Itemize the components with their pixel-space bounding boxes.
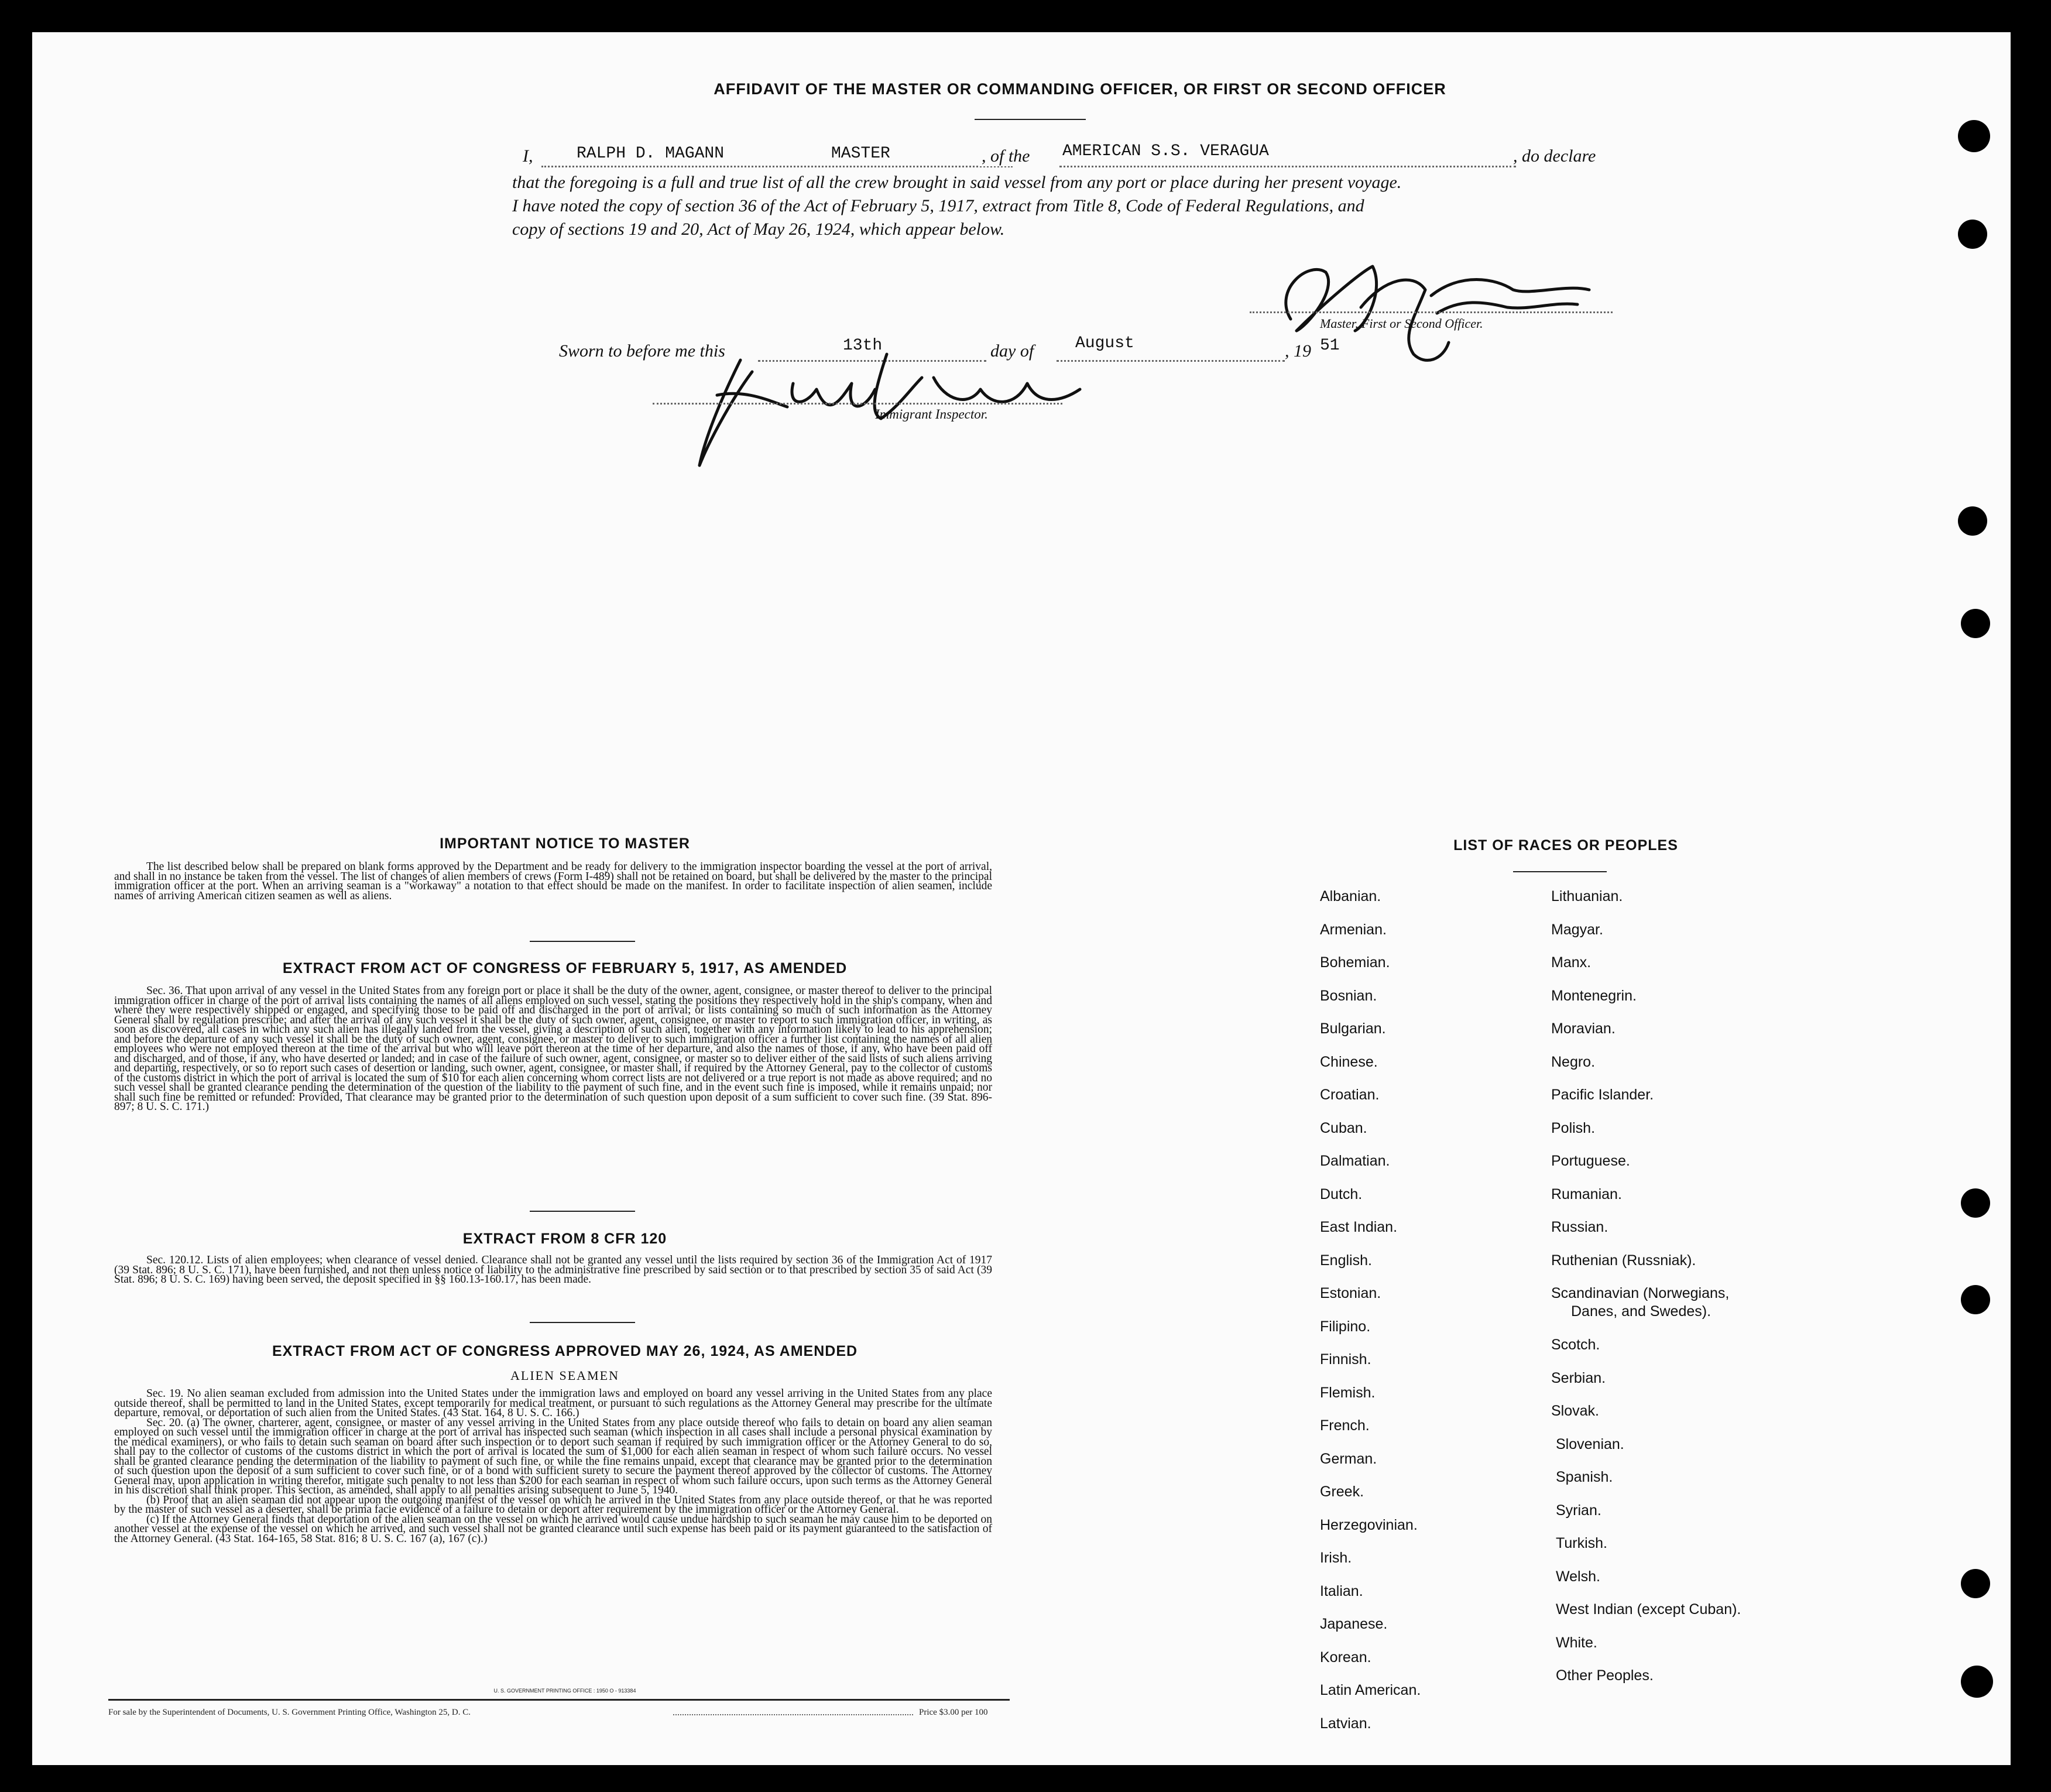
punch-hole [1961,609,1990,638]
vessel-line [1059,166,1516,167]
sworn-day: 13th [843,337,883,355]
punch-hole [1961,1285,1990,1314]
race-item: Ruthenian (Russniak). [1551,1252,1696,1269]
race-item: Russian. [1551,1219,1608,1235]
race-item: Italian. [1320,1582,1363,1599]
race-item: Flemish. [1320,1384,1376,1401]
race-item: Chinese. [1320,1053,1378,1070]
divider [530,941,635,942]
race-item: Manx. [1551,954,1592,971]
race-item: Syrian. [1556,1502,1601,1519]
race-item: Welsh. [1556,1568,1600,1585]
declarant-prefix: I, [523,146,533,166]
race-item: French. [1320,1417,1370,1434]
sec-20a: Sec. 20. (a) The owner, charterer, agent, consignee, or master of any vessel arriving in the United States from any place outside thereof who fails to detain on board any alien seaman employed on such vessel until the immigration officer in charge at the port of arrival has inspected such seaman (which inspection in all cases shall include a personal physical examination by the medical examiners), or who fails to detain such seaman on board after such inspection or to deport such seaman if required by such immigration officer or the Attorney General to do so, shall pay to the collector of customs of the customs district in which the port of arrival is located the sum of $1,000 for each alien seaman in respect of whom such failure occurs. No vessel shall be granted clearance pending the determination of the liability to payment of such fine, or while the fine remains unpaid, except that clearance may be granted prior to the determination of such question upon the deposit of a sum sufficient to cover such fine, or of a bond with sufficient surety to secure the payment thereof approved by the collector of customs. The Attorney General may, upon application in writing therefor, mitigate such penalty to not less than $200 for each seaman in respect of whom such failure occurs, upon such terms as the Attorney General in his discretion shall think proper. This section, as amended, shall apply to all penalties arising subsequent to June 5, 1940. [114,1416,992,1496]
sec-19: Sec. 19. No alien seaman excluded from admission into the United States under the immigration laws and employed on board any vessel arriving in the United States from any place outside thereof, shall be permitted to land in the United States, except temporarily for medical treatment, or pursuant to such regulations as the Attorney General may prescribe for the ultimate departure, removal, or deportation of such alien from the United States. (43 Stat. 164, 8 U. S. C. 166.) [114,1387,992,1419]
sale-note: For sale by the Superintendent of Documents, U. S. Government Printing Office, Washington 25, D. C. [108,1708,471,1717]
sworn-year: 51 [1320,337,1340,355]
inspector-signature [653,319,1097,483]
affidavit-line-2: that the foregoing is a full and true list of all the crew brought in said vessel from any port or place during her present voyage. [512,173,1402,192]
race-item: Japanese. [1320,1616,1388,1632]
race-item: Turkish. [1556,1535,1607,1551]
punch-hole [1958,120,1990,152]
race-item: Magyar. [1551,921,1603,938]
sworn-month: August [1075,334,1134,352]
inspector-signature-line [653,403,1062,405]
race-item: Bulgarian. [1320,1020,1386,1037]
year-prefix: , 19 [1285,341,1311,361]
master-name: RALPH D. MAGANN [577,145,725,163]
extract-cfr-title: EXTRACT FROM 8 CFR 120 [462,1231,667,1247]
extract-1924-title: EXTRACT FROM ACT OF CONGRESS APPROVED MAY 26, 1924, AS AMENDED [272,1343,858,1359]
sec-20c: (c) If the Attorney General finds that deportation of the alien seaman on the vessel on which he arrived would cause undue hardship to such seaman he may cause him to be deported on another vessel at the expense of the vessel on which he arrived, and such vessel shall not be granted clearance until such expense has been paid or its payment guaranteed to the satisfaction of the Attorney General. (43 Stat. 164-165, 58 Stat. 816; 8 U. S. C. 167 (a), 167 (c).) [114,1513,992,1545]
race-item: German. [1320,1450,1377,1467]
race-item: Albanian. [1320,888,1381,904]
punch-hole [1958,506,1987,536]
races-divider [1513,871,1607,872]
race-item: Armenian. [1320,921,1387,938]
divider [530,1211,635,1212]
race-item: Serbian. [1551,1369,1606,1386]
race-item: Spanish. [1556,1469,1613,1485]
race-item: Polish. [1551,1119,1596,1136]
race-item: White. [1556,1634,1597,1651]
race-item: Portuguese. [1551,1153,1630,1169]
race-item: Latin American. [1320,1682,1421,1698]
inspector-caption: Immigrant Inspector. [875,407,988,422]
race-item: Latvian. [1320,1715,1371,1732]
master-signature-line [1250,311,1613,313]
race-item: Greek. [1320,1483,1364,1500]
race-item: Dalmatian. [1320,1153,1390,1169]
sec-20b: (b) Proof that an alien seaman did not appear upon the outgoing manifest of the vessel on which he arrived in the United States from any place outside thereof, or that he was reported by the master of such vessel as a deserter, shall be prima facie evidence of a failure to detain or deport after requirement by the immigration officer or the Attorney General. [114,1493,992,1516]
notice-body: The list described below shall be prepared on blank forms approved by the Department and be ready for delivery to the immigration inspector boarding the vessel at the port of arrival, and shall in no instance be taken from the vessel. The list of changes of alien members of crews (Form I-489) shall not be retained on board, but shall be delivered by the master to the principal immigration officer at the port. When an arriving seaman is a "workaway" a notation to that effect should be made on the manifest. In order to facilitate inspection of alien seamen, include names of arriving American citizen seamen as well as aliens. [114,861,992,902]
race-item: Finnish. [1320,1351,1371,1368]
race-item: Korean. [1320,1649,1371,1666]
sworn-label: Sworn to before me this [559,341,725,361]
race-item: Herzegovinian. [1320,1516,1418,1533]
race-item: Scotch. [1551,1337,1600,1353]
races-list-left [1320,888,1421,1748]
race-item: East Indian. [1320,1219,1398,1235]
extract-cfr-body: Sec. 120.12. Lists of alien employees; when clearance of vessel denied. Clearance shall not be granted any vessel until the lists required by section 36 of the Immigration Act of 1917 (39 Stat. 896; 8 U. S. C. 171), have been furnished, and not then unless notice of liability to the administrative fine prescribed by said section or to that prescribed by section 35 of said Act (39 Stat. 896; 8 U. S. C. 169) having been served, the deposit specified in §§ 160.13-160.17, has been made. [114,1254,992,1286]
races-list-right [1551,888,1741,1701]
race-item: Negro. [1551,1053,1596,1070]
gpo-imprint: U. S. GOVERNMENT PRINTING OFFICE : 1950 O - 913384 [493,1688,636,1694]
name-line [541,166,1013,167]
races-title: LIST OF RACES OR PEOPLES [1453,837,1678,854]
master-rank: MASTER [831,145,890,163]
divider [530,1322,635,1323]
race-item: Bosnian. [1320,987,1377,1004]
extract-1924-body [114,1389,992,1544]
race-item: Dutch. [1320,1185,1363,1202]
race-item: Moravian. [1551,1020,1616,1037]
day-of-label: day of [990,341,1034,361]
price-note: Price $3.00 per 100 [919,1708,988,1717]
master-caption: Master, First or Second Officer. [1320,316,1483,331]
race-item: Danes, and Swedes). [1571,1303,1712,1320]
race-item: West Indian (except Cuban). [1556,1601,1741,1618]
race-item: Croatian. [1320,1087,1380,1103]
footer-rule [108,1699,1010,1701]
race-item: Other Peoples. [1556,1667,1654,1684]
sale-leader [673,1714,913,1715]
race-item: Pacific Islander. [1551,1087,1654,1103]
race-item: Scandinavian (Norwegians, [1551,1285,1730,1301]
punch-hole [1961,1666,1993,1698]
race-item: Irish. [1320,1550,1352,1566]
punch-hole [1961,1569,1990,1598]
race-item: Rumanian. [1551,1185,1622,1202]
race-item: Filipino. [1320,1318,1371,1335]
race-item: Slovenian. [1556,1435,1624,1452]
vessel-name: AMERICAN S.S. VERAGUA [1062,142,1269,160]
race-item: Bohemian. [1320,954,1390,971]
punch-hole [1958,220,1987,249]
extract-1917-title: EXTRACT FROM ACT OF CONGRESS OF FEBRUARY 5, 1917, AS AMENDED [282,960,848,976]
alien-seamen-subtitle: ALIEN SEAMEN [510,1368,619,1383]
notice-title: IMPORTANT NOTICE TO MASTER [440,835,690,852]
punch-hole [1961,1188,1990,1218]
title-rule [975,119,1086,120]
affidavit-line-4: copy of sections 19 and 20, Act of May 26, 1924, which appear below. [512,220,1005,239]
race-item: Slovak. [1551,1403,1599,1419]
extract-1917-body: Sec. 36. That upon arrival of any vessel in the United States from any foreign port or place it shall be the duty of the owner, agent, consignee, or master thereof to deliver to the principal immigration officer in charge of the port of arrival lists containing the names of all aliens employed on such vessel, stating the positions they respectively hold in the ship's company, when and where they were respectively shipped or engaged, and specifying those to be paid off and discharged in the port of arrival; or lists containing so much of such information as the Attorney General shall by regulation prescribe; and after the arrival of any such vessel it shall be the duty of such owner, agent, consignee, or master to report to such immigration officer, in writing, as soon as discovered, all cases in which any such alien has illegally landed from the vessel, giving a description of such alien, together with any information likely to lead to his apprehension; and before the departure of any such vessel it shall be the duty of such owner, agent, consignee, or master to deliver to such immigration officer a further list containing the names of all alien employees who were not employed thereon at the time of the arrival but who will leave port thereon at the time of her departure, and also the names of those, if any, who have been paid off and discharged, and of those, if any, who have deserted or landed; and in case of the failure of such owner, agent, consignee, or master so to deliver either of the said lists of such aliens arriving and departing, respectively, or so to report such cases of desertion or landing, such owner, agent, consignee, or master shall, if required by the Attorney General, pay to the collector of customs of the customs district in which the port of arrival is located the sum of $10 for each alien concerning whom correct lists are not delivered or a true report is not made as above required; and no such vessel shall be granted clearance pending the determination of the question of the liability to the payment of such fine, and in the event such fine is imposed, while it remains unpaid; nor shall such fine be remitted or refunded: Provided, That clearance may be granted prior to the determination of such question upon deposit of a sum sufficient to cover such fine. (39 Stat. 896-897; 8 U. S. C. 171.) [114,985,992,1113]
race-item: Lithuanian. [1551,888,1623,904]
race-item: Estonian. [1320,1285,1381,1301]
race-item: Cuban. [1320,1119,1367,1136]
document-page [32,32,2011,1765]
affidavit-title: AFFIDAVIT OF THE MASTER OR COMMANDING OFFICER, OR FIRST OR SECOND OFFICER [714,80,1446,98]
race-item: English. [1320,1252,1372,1269]
do-declare-label: , do declare [1513,146,1596,166]
race-item: Montenegrin. [1551,987,1637,1004]
affidavit-line-3: I have noted the copy of section 36 of the Act of February 5, 1917, extract from Title 8, Code of Federal Regulations, and [512,196,1364,215]
of-the-label: , of the [979,146,1033,166]
